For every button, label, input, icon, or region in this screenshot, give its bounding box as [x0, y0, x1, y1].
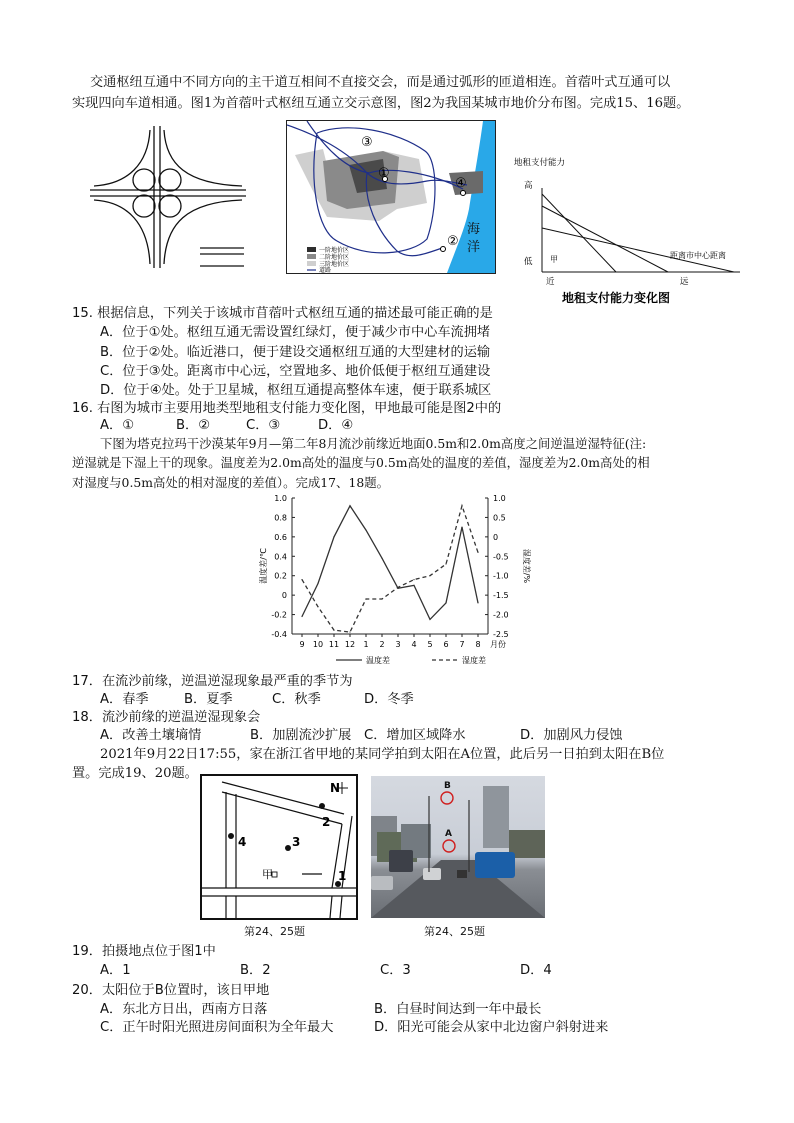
x-tick-label: 8 — [475, 640, 481, 649]
rent-ylabel: 地租支付能力 — [514, 158, 566, 168]
north-arrow-label: N — [330, 781, 341, 795]
x-tick-label: 10 — [312, 640, 324, 649]
rent-ability-chart — [514, 152, 744, 310]
intro1-line1: 交通枢纽互通中不同方向的主干道互相间不直接交会，而是通过弧形的匝道相连。首蓿叶式互通可以 — [90, 75, 671, 90]
humidity-point — [365, 598, 366, 599]
humidity-point — [397, 587, 398, 588]
q18-option-c[interactable]: C．增加区域降水 — [364, 728, 466, 743]
left-tick-label: 0.4 — [274, 552, 287, 562]
x-tick-label: 4 — [411, 640, 417, 649]
sun-label-a: A — [445, 829, 452, 839]
x-tick-label: 12 — [344, 640, 356, 649]
temperature-point — [477, 602, 478, 603]
humidity-point — [349, 631, 350, 632]
temperature-point — [333, 536, 334, 537]
intro3-line1: 2021年9月22日17:55，家在浙江省甲地的某同学拍到太阳在A位置，此后另一日拍到太阳在B位 — [100, 747, 665, 762]
x-tick-label: 7 — [459, 640, 465, 649]
temperature-point — [365, 529, 366, 530]
map-label-4: ④ — [455, 176, 467, 191]
humidity-point — [317, 606, 318, 607]
land-price-map — [286, 120, 496, 274]
x-tick-label: 6 — [443, 640, 449, 649]
street-map-caption: 第24、25题 — [244, 925, 305, 938]
q20-stem: 20．太阳位于B位置时，该日甲地 — [72, 983, 270, 998]
left-tick-label: 0.8 — [274, 513, 287, 523]
x-tick-label: 1 — [363, 640, 369, 649]
temperature-point — [301, 616, 302, 617]
q17-stem: 17．在流沙前缘，逆温逆湿现象最严重的季节为 — [72, 674, 353, 689]
sun-label-b: B — [444, 781, 451, 791]
left-tick-label: -0.2 — [271, 610, 287, 620]
legend-temp-label: 温度差 — [366, 656, 390, 665]
temperature-point — [413, 585, 414, 586]
map-label-2: ② — [447, 234, 459, 249]
legend-tier1: 一阶地价区 — [319, 247, 350, 254]
temperature-point — [349, 505, 350, 506]
q19-option-b[interactable]: B．2 — [240, 963, 271, 978]
q15-option-c[interactable]: C．位于③处。距离市中心远，空置地多、地价低便于枢纽互通建设 — [100, 364, 491, 379]
rent-xaxis-label: 距离市中心距离 — [670, 251, 726, 260]
home-jia: 甲 — [262, 868, 273, 881]
right-tick-label: -1.5 — [493, 591, 509, 601]
street-map — [200, 774, 358, 920]
temperature-point — [381, 558, 382, 559]
intro2-line3: 对湿度与0.5m高处的相对湿度的差值）。完成17、18题。 — [72, 475, 389, 490]
left-ylabel: 温度差/℃ — [259, 548, 268, 584]
sea-label-2: 洋 — [467, 240, 481, 255]
q19-option-d[interactable]: D．4 — [520, 963, 552, 978]
q16-option-b[interactable]: B．② — [176, 418, 211, 433]
cloverleaf-diagram — [88, 124, 250, 272]
temperature-diff-line — [302, 506, 478, 620]
point-3: 3 — [292, 835, 301, 849]
q16-stem: 16. 右图为城市主要用地类型地租支付能力变化图，甲地最可能是图2中的 — [72, 401, 502, 416]
q20-option-a[interactable]: A．东北方日出，西南方日落 — [100, 1002, 268, 1017]
map-label-3: ③ — [361, 135, 373, 150]
humidity-point — [461, 505, 462, 506]
photo-caption: 第24、25题 — [424, 925, 485, 938]
rent-y-high: 高 — [524, 181, 533, 191]
q16-option-d[interactable]: D．④ — [318, 418, 354, 433]
legend-tier3: 三阶地价区 — [319, 261, 350, 268]
q20-option-d[interactable]: D．阳光可能会从家中北边窗户斜射进来 — [374, 1020, 609, 1035]
right-tick-label: -0.5 — [493, 552, 509, 562]
legend-humidity-label: 湿度差 — [462, 656, 486, 665]
right-tick-label: -2.5 — [493, 630, 509, 639]
rent-caption: 地租支付能力变化图 — [562, 291, 671, 305]
legend-road: 道路 — [319, 267, 332, 273]
right-tick-label: 1.0 — [493, 494, 506, 503]
legend-tier2: 二阶地价区 — [319, 254, 350, 261]
humidity-point — [445, 563, 446, 564]
intro2-line1: 下图为塔克拉玛干沙漠某年9月—第二年8月流沙前缘近地面0.5m和2.0m高度之间逆温逆湿特征(注: — [100, 436, 647, 451]
q15-option-b[interactable]: B．位于②处。临近港口，便于建设交通枢纽互通的大型建材的运输 — [100, 345, 491, 360]
q18-stem: 18．流沙前缘的逆温逆湿现象会 — [72, 710, 261, 725]
q18-option-b[interactable]: B．加剧流沙扩展 — [250, 728, 352, 743]
sea-label-1: 海 — [467, 222, 481, 237]
q17-option-c[interactable]: C．秋季 — [272, 692, 321, 707]
q15-option-a[interactable]: A．位于①处。枢纽互通无需设置红绿灯，便于减少市中心车流拥堵 — [100, 325, 491, 340]
left-tick-label: 0 — [281, 591, 287, 601]
right-tick-label: -2.0 — [493, 610, 509, 620]
map-label-1: ① — [378, 166, 390, 181]
left-tick-label: -0.4 — [271, 630, 287, 639]
humidity-point — [477, 552, 478, 553]
temperature-point — [461, 527, 462, 528]
q18-option-a[interactable]: A．改善土壤墒情 — [100, 728, 202, 743]
inversion-chart — [236, 490, 556, 666]
left-tick-label: 0.2 — [274, 571, 287, 581]
q19-option-c[interactable]: C．3 — [380, 963, 411, 978]
temperature-point — [317, 583, 318, 584]
right-tick-label: 0 — [493, 532, 499, 542]
q15-option-d[interactable]: D．位于④处。处于卫星城，枢纽互通提高整体车速，便于联系城区 — [100, 383, 492, 398]
humidity-point — [429, 575, 430, 576]
q15-stem: 15. 根据信息，下列关于该城市苜蓿叶式枢纽互通的描述最可能正确的是 — [72, 306, 493, 321]
q20-option-b[interactable]: B．白昼时间达到一年中最长 — [374, 1002, 542, 1017]
q16-option-a[interactable]: A．① — [100, 418, 135, 433]
temperature-point — [445, 602, 446, 603]
right-tick-label: 0.5 — [493, 513, 506, 523]
left-tick-label: 1.0 — [274, 494, 287, 503]
left-tick-label: 0.6 — [274, 532, 287, 542]
q18-option-d[interactable]: D．加剧风力侵蚀 — [520, 728, 623, 743]
x-tick-label: 9 — [299, 640, 305, 649]
humidity-point — [333, 630, 334, 631]
rent-x-far: 远 — [680, 277, 689, 287]
q17-option-a[interactable]: A．春季 — [100, 692, 149, 707]
temperature-point — [429, 619, 430, 620]
q19-stem: 19．拍摄地点位于图1中 — [72, 944, 216, 959]
x-tick-label: 2 — [379, 640, 385, 649]
point-2: 2 — [322, 815, 331, 829]
x-tick-label: 5 — [427, 640, 433, 649]
intro2-line2: 逆湿就是下湿上干的现象。温度差为2.0m高处的温度与0.5m高处的温度的差值，湿度差为2.0m高处的相 — [72, 455, 650, 470]
right-ylabel: 湿度差/% — [522, 548, 531, 584]
sunset-photo — [371, 776, 545, 918]
x-tick-label: 3 — [395, 640, 401, 649]
point-1: 1 — [338, 869, 347, 883]
point-4: 4 — [238, 835, 247, 849]
rent-y-low: 低 — [524, 257, 533, 267]
humidity-point — [413, 579, 414, 580]
intro3-line2: 置。完成19、20题。 — [72, 766, 198, 781]
q16-option-c[interactable]: C．③ — [246, 418, 281, 433]
humidity-diff-line — [302, 506, 478, 632]
q20-option-c[interactable]: C．正午时阳光照进房间面积为全年最大 — [100, 1020, 334, 1035]
q17-option-d[interactable]: D．冬季 — [364, 692, 414, 707]
humidity-point — [301, 579, 302, 580]
humidity-point — [381, 598, 382, 599]
intro1-line2: 实现四向车道相通。图1为首蓿叶式枢纽互通立交示意图，图2为我国某城市地价分布图。完成15、16题。 — [72, 96, 690, 111]
q19-option-a[interactable]: A．1 — [100, 963, 131, 978]
x-unit-label: 月份 — [490, 640, 506, 649]
rent-jia: 甲 — [550, 255, 558, 264]
right-tick-label: -1.0 — [493, 571, 509, 581]
x-tick-label: 11 — [328, 640, 340, 649]
rent-x-near: 近 — [546, 277, 555, 287]
q17-option-b[interactable]: B．夏季 — [184, 692, 233, 707]
